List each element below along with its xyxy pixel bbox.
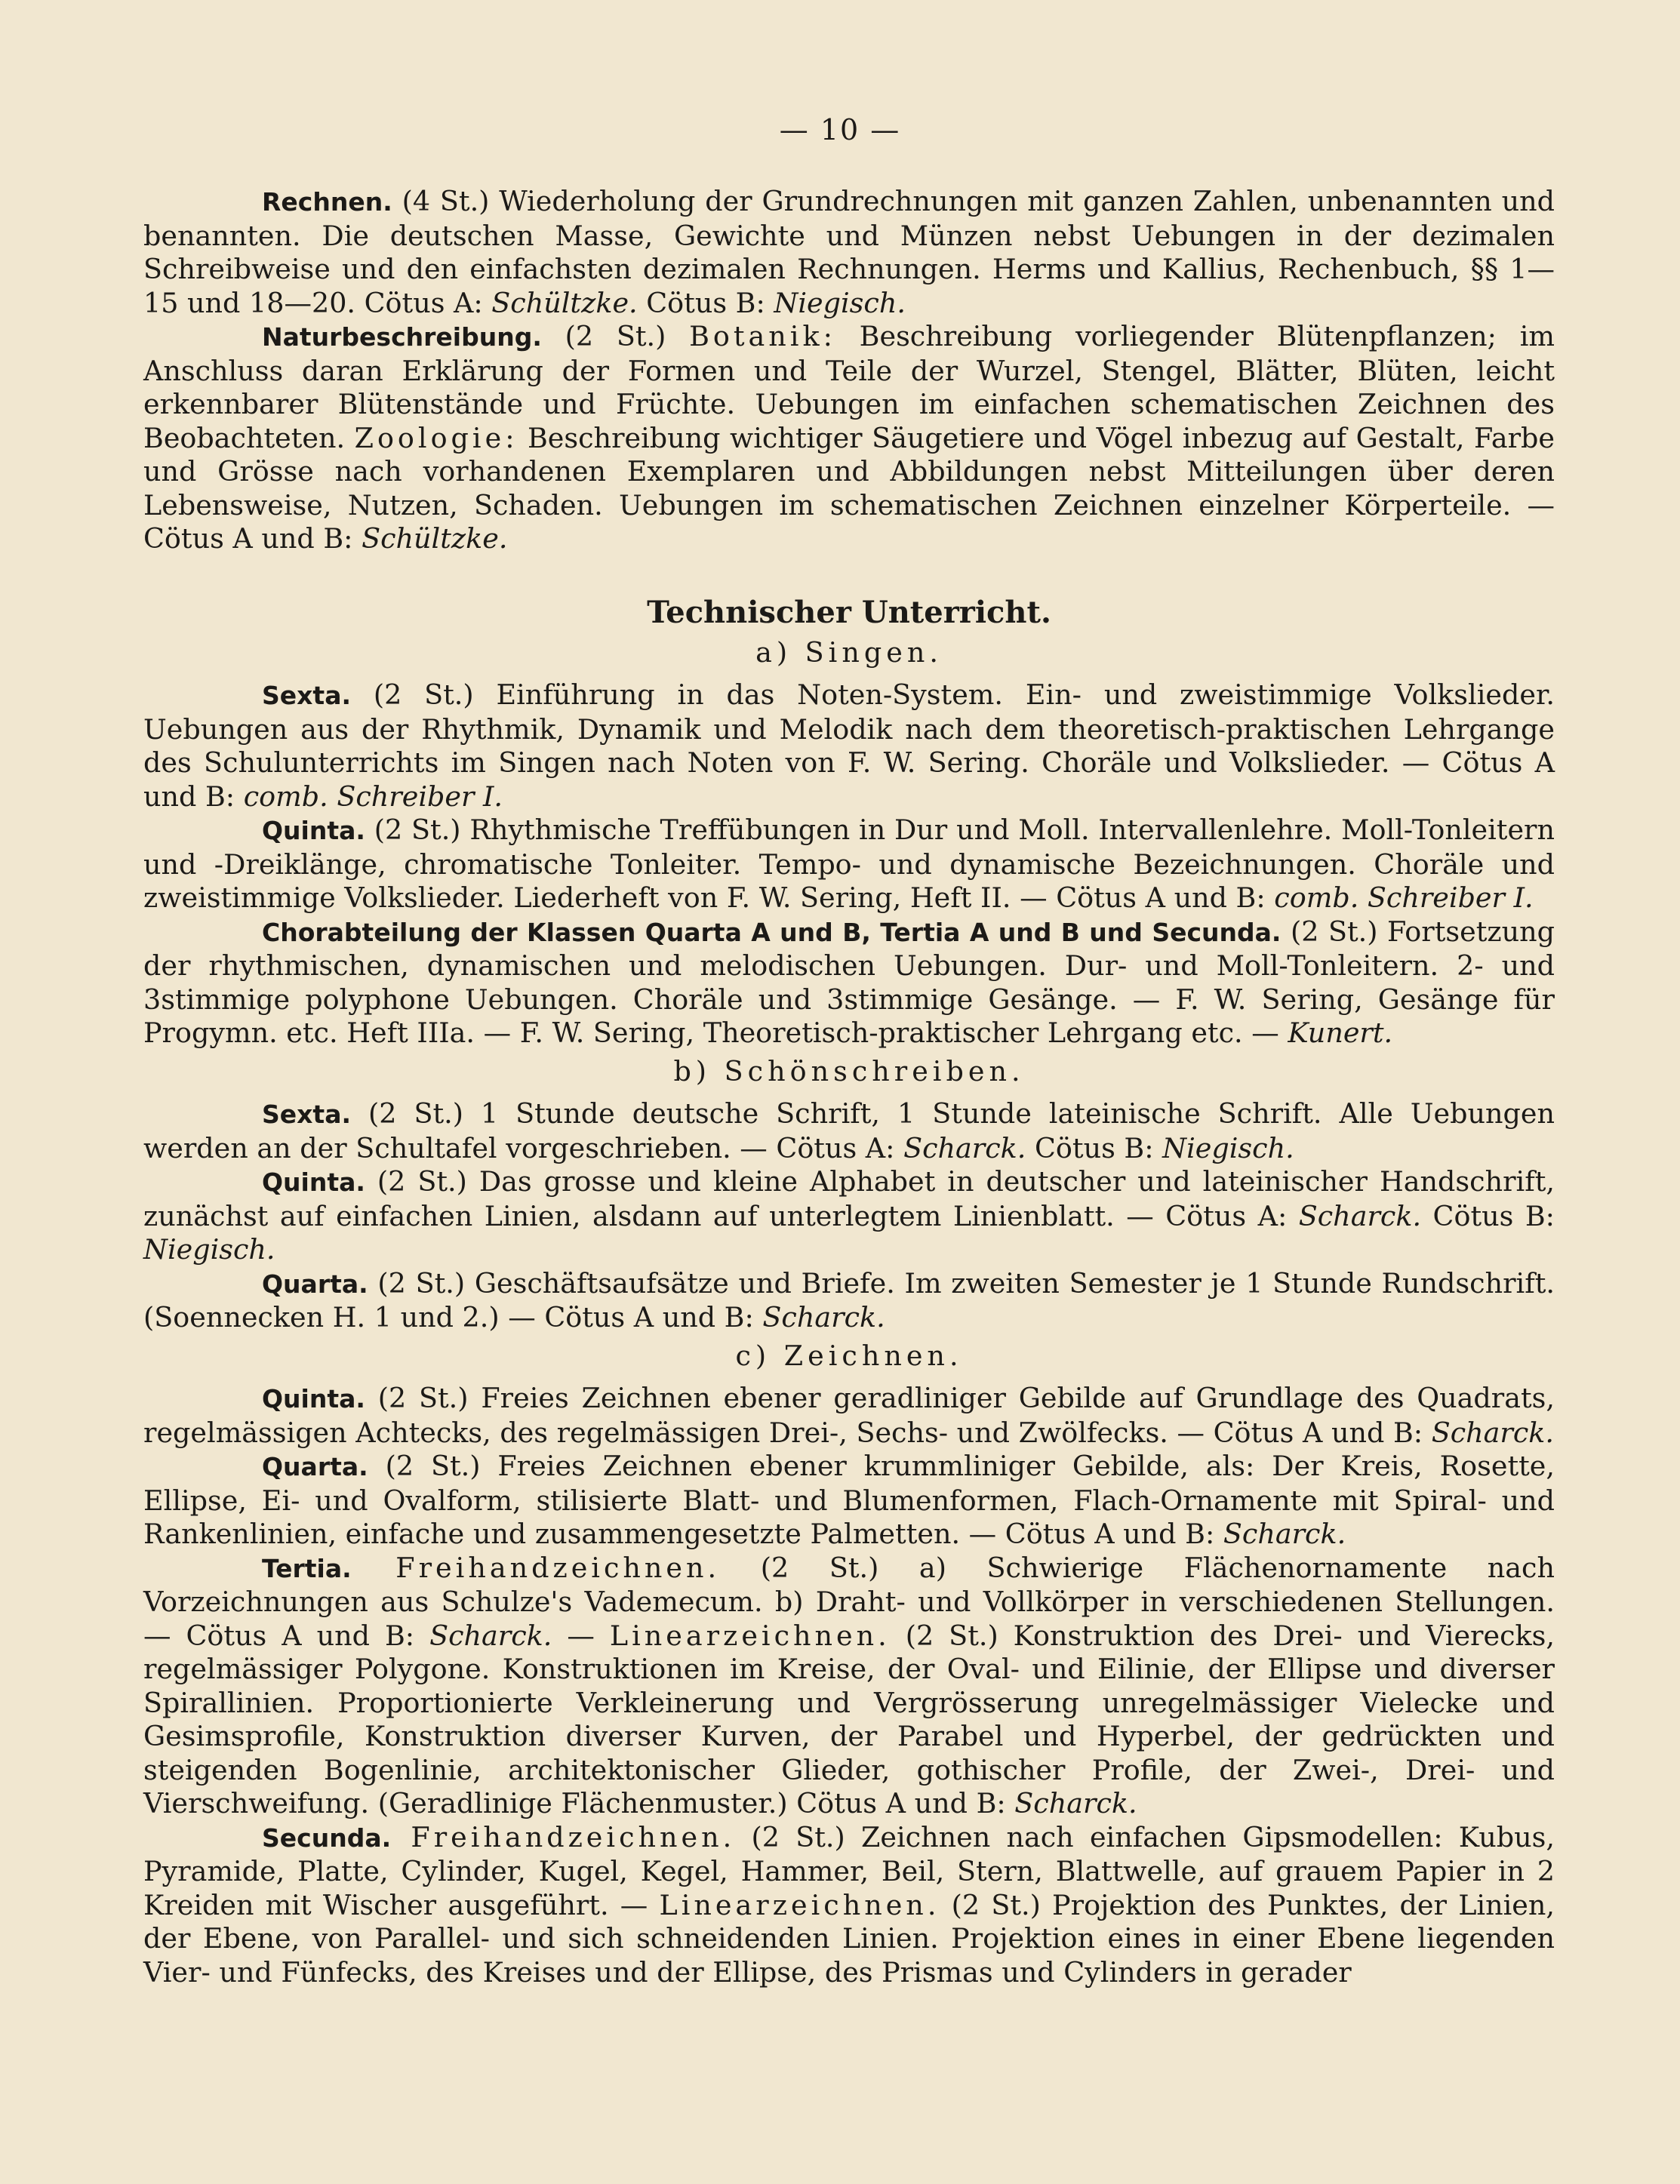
teacher-name: Scharck.: [1223, 1518, 1346, 1550]
paragraph-schoen-sexta: Sexta. (2 St.) 1 Stunde deutsche Schrift, 1 Stunde lateinische Schrift. Alle Uebungen werden an der Schultafel vorgeschrieben. — Cötus A: Scharck. Cötus B: Niegisch.: [143, 1097, 1555, 1164]
teacher-name: Niegisch.: [774, 286, 906, 319]
class-heading: Quinta.: [262, 816, 365, 845]
subsection-title-singen: a) Singen.: [755, 635, 943, 669]
class-heading: Quarta.: [262, 1452, 368, 1481]
paragraph-singen-quinta: Quinta. (2 St.) Rhythmische Treffübungen in Dur und Moll. Intervallenlehre. Moll-Tonleitern und -Dreiklänge, chromatische Tonleiter. Tempo- und dynamische Bezeichnungen. Choräle und zweistimmige Volkslieder. Liederheft von F. W. Sering, Heft II. — Cötus A und B: comb. Schreiber I.: [143, 814, 1555, 914]
subject-heading: Rechnen.: [262, 187, 392, 217]
paragraph-schoen-quarta: Quarta. (2 St.) Geschäftsaufsätze und Briefe. Im zweiten Semester je 1 Stunde Rundschrift. (Soennecken H. 1 und 2.) — Cötus A und B: Scharck.: [143, 1266, 1555, 1333]
paragraph-zeichnen-tertia: Tertia. Freihandzeichnen. (2 St.) a) Schwierige Flächenornamente nach Vorzeichnungen aus Schulze's Vademecum. b) Draht- und Vollkörper in verschiedenen Stellungen. — Cötus A und B: Scharck. — Linearzeichnen. (2 St.) Konstruktion des Drei- und Vierecks, regelmässiger Polygone. Konstruktionen im Kreise, der Oval- und Eilinie, der Ellipse und diverser Spirallinien. Proportionierte Verkleinerung und Vergrösserung unregelmässiger Vielecke und Gesimsprofile, Konstruktion diverser Kurven, der Parabel und Hyperbel, der gedrückten und steigenden Bogenlinie, architektonischer Glieder, gothischer Profile, der Zwei-, Drei- und Vierschweifung. (Geradlinige Flächenmuster.) Cötus A und B: Scharck.: [143, 1551, 1555, 1819]
paragraph-zeichnen-secunda: Secunda. Freihandzeichnen. (2 St.) Zeichnen nach einfachen Gipsmodellen: Kubus, Pyramide, Platte, Cylinder, Kugel, Kegel, Hammer, Beil, Stern, Blattwelle, auf grauem Papier in 2 Kreiden mit Wischer ausgeführt. — Linearzeichnen. (2 St.) Projektion des Punktes, der Linien, der Ebene, von Parallel- und sich schneidenden Linien. Projektion eines in einer Ebene liegenden Vier- und Fünfecks, des Kreises und der Ellipse, des Prismas und Cylinders in gerader: [143, 1820, 1555, 1989]
teacher-name: Niegisch.: [1162, 1131, 1294, 1164]
spaced-term: Freihandzeichnen.: [351, 1551, 721, 1584]
teacher-name: Scharck.: [1014, 1787, 1137, 1819]
class-heading: Sexta.: [262, 1100, 352, 1129]
paragraph-rechnen: Rechnen. (4 St.) Wiederholung der Grundrechnungen mit ganzen Zahlen, unbenannten und benannten. Die deutschen Masse, Gewichte und Münzen nebst Uebungen in der dezimalen Schreibweise und den einfachsten dezimalen Rechnungen. Herms und Kallius, Rechenbuch, §§ 1—15 und 18—20. Cötus A: Schültzke. Cötus B: Niegisch.: [143, 185, 1555, 319]
teacher-name: Niegisch.: [143, 1233, 275, 1266]
class-heading: Quarta.: [262, 1269, 368, 1299]
teacher-name: Scharck.: [1431, 1416, 1555, 1449]
teacher-name: comb. Schreiber I.: [1274, 881, 1534, 914]
page-body: [143, 185, 1555, 1989]
class-heading: Secunda.: [262, 1823, 392, 1853]
teacher-name: comb. Schreiber I.: [243, 780, 503, 813]
spaced-term: Linearzeichnen.: [609, 1619, 891, 1652]
paragraph-zeichnen-quarta: Quarta. (2 St.) Freies Zeichnen ebener krummliniger Gebilde, als: Der Kreis, Rosette, Ellipse, Ei- und Ovalform, stilisierte Blatt- und Blumenformen, Flach-Ornamente mit Spiral- und Rankenlinien, einfache und zusammengesetzte Palmetten. — Cötus A und B: Scharck.: [143, 1450, 1555, 1550]
spaced-term: Botanik:: [689, 320, 836, 352]
paragraph-schoen-quinta: Quinta. (2 St.) Das grosse und kleine Alphabet in deutscher und lateinischer Handschrift, zunächst auf einfachen Linien, alsdann auf unterlegtem Linienblatt. — Cötus A: Scharck. Cötus B: Niegisch.: [143, 1165, 1555, 1266]
paragraph-singen-sexta: Sexta. (2 St.) Einführung in das Noten-System. Ein- und zweistimmige Volkslieder. Uebungen aus der Rhythmik, Dynamik und Melodik nach dem theoretisch-praktischen Lehrgange des Schulunterrichts im Singen nach Noten von F. W. Sering. Choräle und Volkslieder. — Cötus A und B: comb. Schreiber I.: [143, 678, 1555, 813]
teacher-name: Schültzke.: [362, 522, 508, 555]
teacher-name: Schültzke.: [491, 286, 638, 319]
paragraph-zeichnen-quinta: Quinta. (2 St.) Freies Zeichnen ebener geradliniger Gebilde auf Grundlage des Quadrats, regelmässigen Achtecks, des regelmässigen Drei-, Sechs- und Zwölfecks. — Cötus A und B: Scharck.: [143, 1382, 1555, 1449]
teacher-name: Scharck.: [762, 1301, 885, 1333]
paragraph-chorabteilung: Chorabteilung der Klassen Quarta A und B, Tertia A und B und Secunda. (2 St.) Fortsetzung der rhythmischen, dynamischen und melodischen Uebungen. Dur- und Moll-Tonleitern. 2- und 3stimmige polyphone Uebungen. Choräle und 3stimmige Gesänge. — F. W. Sering, Gesänge für Progymn. etc. Heft IIIa. — F. W. Sering, Theoretisch-praktischer Lehrgang etc. — Kunert.: [143, 915, 1555, 1049]
class-heading: Quinta.: [262, 1167, 365, 1197]
class-heading: Tertia.: [262, 1553, 352, 1583]
class-heading: Chorabteilung der Klassen Quarta A und B, Tertia A und B und Secunda.: [262, 917, 1282, 947]
spaced-term: Linearzeichnen.: [659, 1888, 940, 1921]
section-title: Technischer Unterricht.: [647, 594, 1051, 630]
teacher-name: Scharck.: [1298, 1199, 1422, 1232]
teacher-name: Scharck.: [429, 1619, 552, 1652]
subsection-title-zeichnen: c) Zeichnen.: [735, 1339, 963, 1372]
spaced-term: Zoologie:: [354, 421, 518, 454]
paragraph-naturbeschreibung: Naturbeschreibung. (2 St.) Botanik: Beschreibung vorliegender Blütenpflanzen; im Anschluss daran Erklärung der Formen und Teile der Wurzel, Stengel, Blätter, Blüten, leicht erkennbarer Blütenstände und Früchte. Uebungen im einfachen schematischen Zeichnen des Beobachteten. Zoologie: Beschreibung wichtiger Säugetiere und Vögel inbezug auf Gestalt, Farbe und Grösse nach vorhandenen Exemplaren und Abbildungen nebst Mitteilungen über deren Lebensweise, Nutzen, Schaden. Uebungen im schematischen Zeichnen einzelner Körperteile. — Cötus A und B: Schültzke.: [143, 320, 1555, 555]
class-heading: Quinta.: [262, 1384, 365, 1413]
class-heading: Sexta.: [262, 681, 352, 710]
teacher-name: Kunert.: [1288, 1017, 1393, 1049]
teacher-name: Scharck.: [903, 1131, 1026, 1164]
subsection-title-schoenschreiben: b) Schönschreiben.: [673, 1054, 1025, 1087]
page-number: — 10 —: [779, 113, 901, 146]
spaced-term: Freihandzeichnen.: [391, 1820, 736, 1853]
subject-heading: Naturbeschreibung.: [262, 322, 542, 352]
